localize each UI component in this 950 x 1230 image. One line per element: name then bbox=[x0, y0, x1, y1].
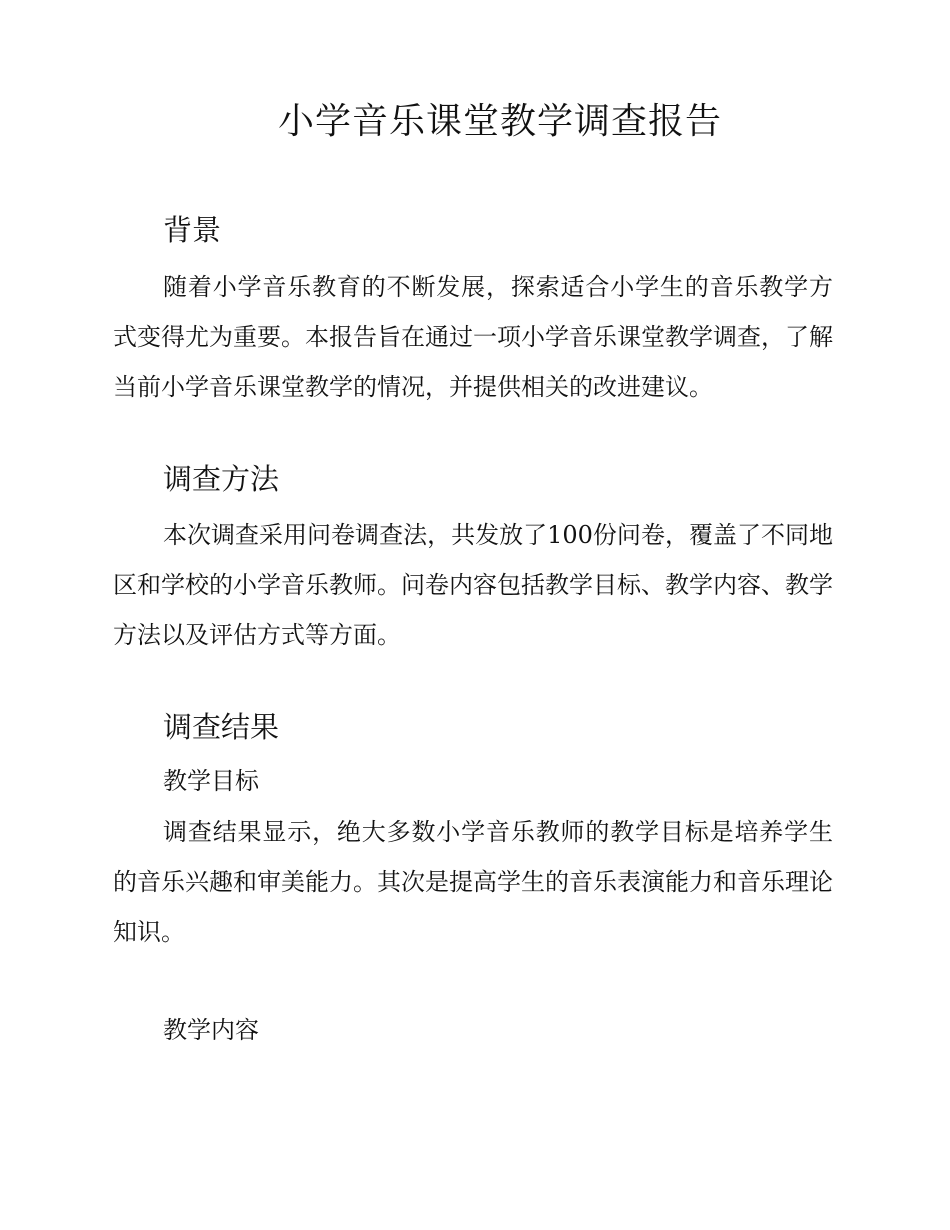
section-heading-results: 调查结果 bbox=[163, 710, 280, 744]
section-heading-background: 背景 bbox=[163, 213, 222, 247]
background-paragraph: 随着小学音乐教育的不断发展，探索适合小学生的音乐教学方式变得尤为重要。本报告旨在通过一项小学音乐课堂教学调查，了解当前小学音乐课堂教学的情况，并提供相关的改进建议。 bbox=[113, 273, 833, 401]
teaching-goals-paragraph: 调查结果显示，绝大多数小学音乐教师的教学目标是培养学生的音乐兴趣和审美能力。其次是提高学生的音乐表演能力和音乐理论知识。 bbox=[113, 818, 833, 946]
section-heading-method: 调查方法 bbox=[163, 462, 280, 496]
subsection-heading-teaching-goals: 教学目标 bbox=[163, 767, 259, 795]
method-paragraph: 本次调查采用问卷调查法，共发放了100份问卷，覆盖了不同地区和学校的小学音乐教师。问卷内容包括教学目标、教学内容、教学方法以及评估方式等方面。 bbox=[113, 521, 833, 649]
document-title: 小学音乐课堂教学调查报告 bbox=[277, 101, 722, 142]
subsection-heading-teaching-content: 教学内容 bbox=[163, 1016, 259, 1044]
